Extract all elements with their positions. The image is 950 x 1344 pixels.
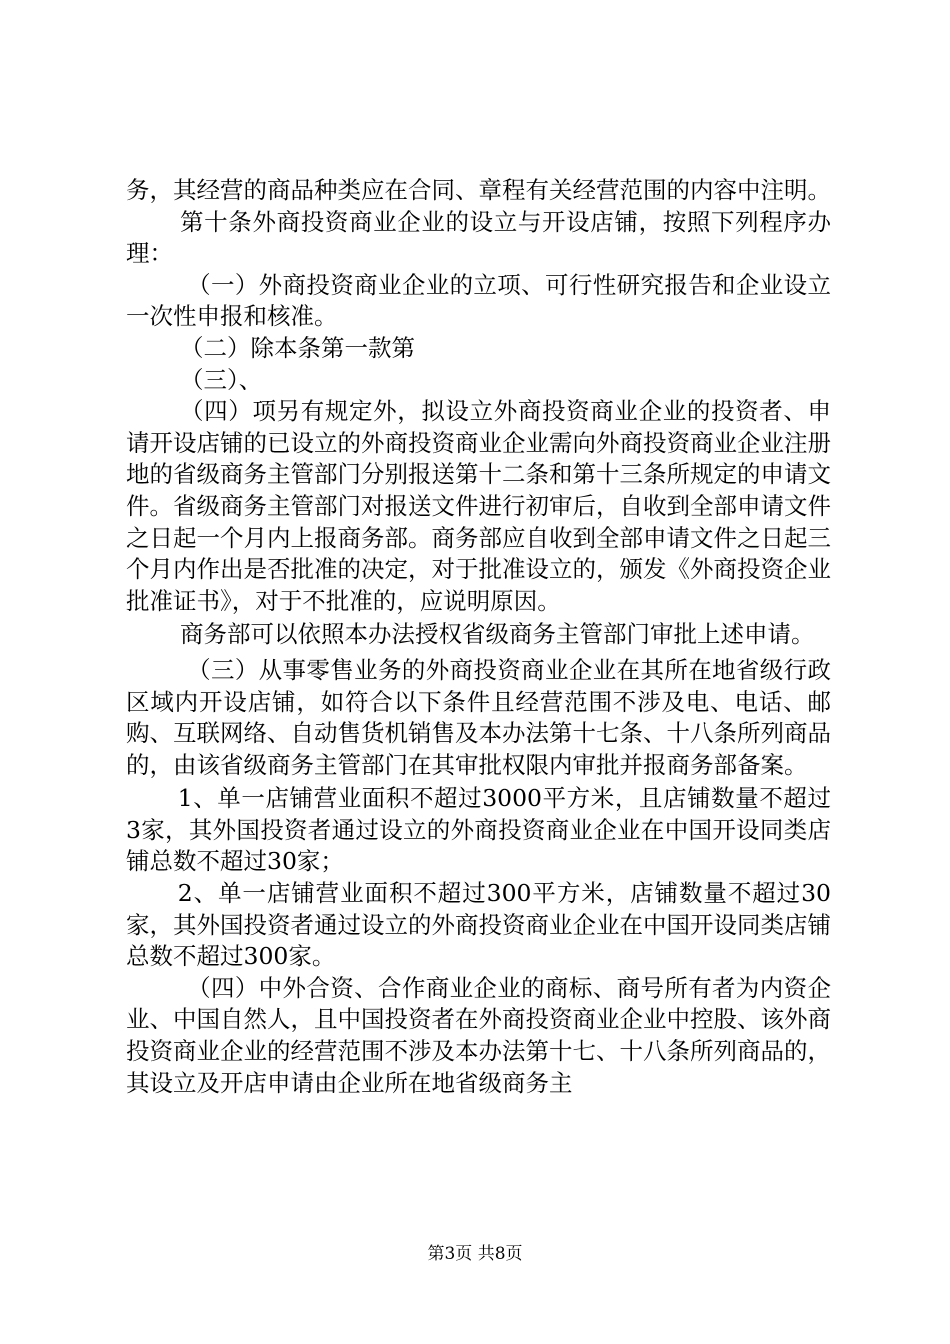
paragraph-3: （一）外商投资商业企业的立项、可行性研究报告和企业设立一次性申报和核准。 [126, 270, 831, 331]
paragraph-5: （三）、 [180, 365, 263, 394]
paragraph-6: （四）项另有规定外，拟设立外商投资商业企业的投资者、申请开设店铺的已设立的外商投资商业企业需向外商投资商业企业注册地的省级商务主管部门分别报送第十二条和第十三条所规定的申请文件。省级商务主管部门对报送文件进行初审后，自收到全部申请文件之日起一个月内上报商务部。商务部应自收到全部申请文件之日起三个月内作出是否批准的决定，对于批准设立的，颁发《外商投资企业批准证书》，对于不批准的，应说明原因。 [126, 397, 831, 615]
paragraph-8: （三）从事零售业务的外商投资商业企业在其所在地省级行政区域内开设店铺，如符合以下条件且经营范围不涉及电、电话、邮购、互联网络、自动售货机销售及本办法第十七条、十八条所列商品的，由该省级商务主管部门在其审批权限内审批并报商务部备案。 [126, 655, 831, 779]
paragraph-9: 1、单一店铺营业面积不超过3000平方米，且店铺数量不超过3家，其外国投资者通过设立的外商投资商业企业在中国开设同类店铺总数不超过30家； [126, 784, 831, 876]
paragraph-10: 2、单一店铺营业面积不超过300平方米，店铺数量不超过30家，其外国投资者通过设立的外商投资商业企业在中国开设同类店铺总数不超过300家。 [126, 879, 831, 971]
paragraph-1: 务，其经营的商品种类应在合同、章程有关经营范围的内容中注明。 [126, 176, 831, 204]
page-number-label: 第3页 共8页 [427, 1244, 523, 1264]
page-footer [0, 1243, 950, 1265]
document-body [126, 175, 831, 1099]
paragraph-2: 第十条外商投资商业企业的设立与开设店铺，按照下列程序办理： [126, 207, 831, 268]
paragraph-11: （四）中外合资、合作商业企业的商标、商号所有者为内资企业、中国自然人，且中国投资者在外商投资商业企业中控股、该外商投资商业企业的经营范围不涉及本办法第十七、十八条所列商品的，其设立及开店申请由企业所在地省级商务主 [126, 973, 831, 1097]
paragraph-4: （二）除本条第一款第 [180, 333, 416, 362]
paragraph-7: 商务部可以依照本办法授权省级商务主管部门审批上述申请。 [180, 620, 815, 649]
